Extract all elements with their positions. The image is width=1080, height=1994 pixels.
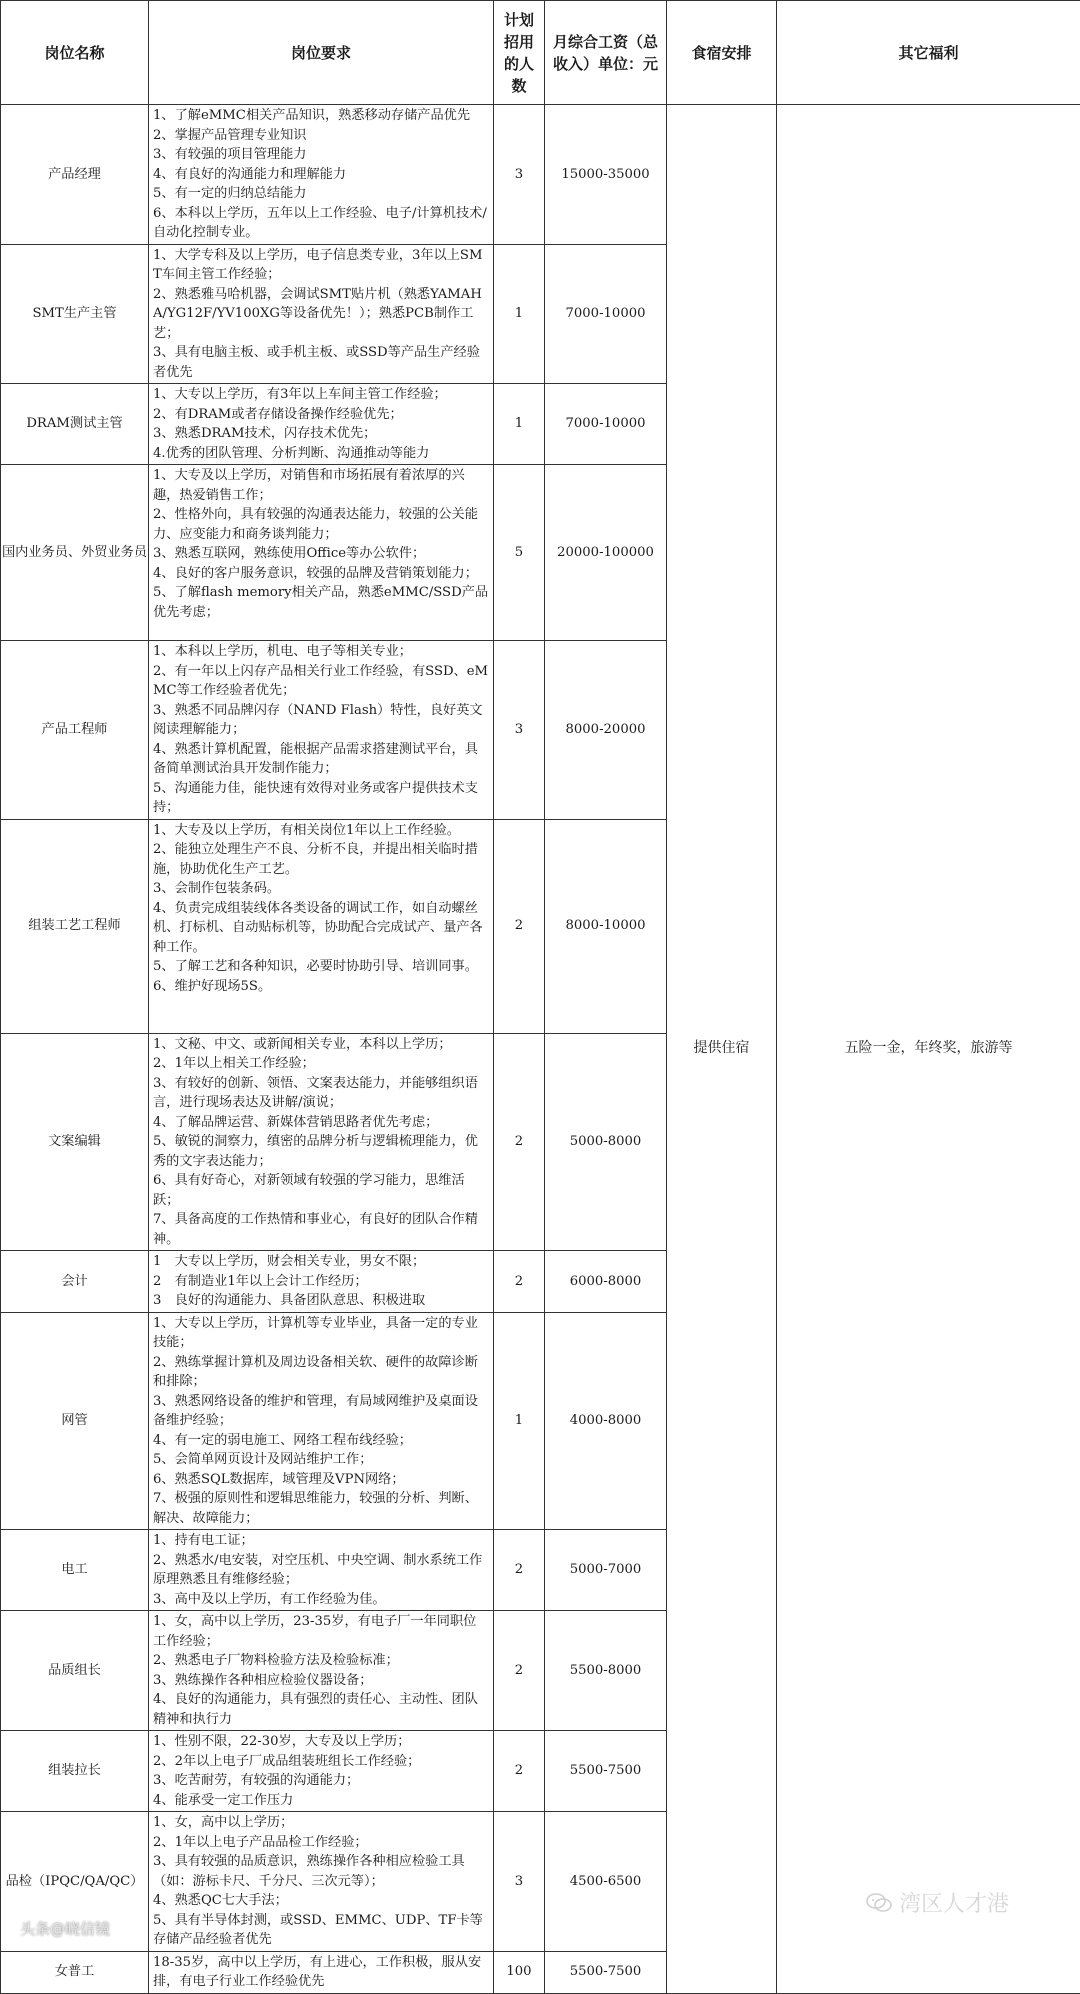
position-requirements <box>149 105 494 245</box>
requirement-item: 3、会制作包装条码。 <box>153 879 489 899</box>
position-requirements <box>149 1611 494 1731</box>
requirement-item: 1、女，高中以上学历，23-35岁，有电子厂一年同职位工作经验； <box>153 1612 489 1651</box>
requirement-item: 5、敏锐的洞察力，缜密的品牌分析与逻辑梳理能力，优秀的文字表达能力； <box>153 1132 489 1171</box>
salary-value: 5500-7500 <box>545 1731 667 1812</box>
requirement-item: 2、1年以上相关工作经验； <box>153 1054 489 1074</box>
lodging-value: 提供住宿 <box>667 105 777 1994</box>
headcount-value: 5 <box>494 465 545 641</box>
position-requirements <box>149 1530 494 1611</box>
requirement-item: 3、吃苦耐劳，有较强的沟通能力； <box>153 1771 489 1791</box>
position-name: DRAM测试主管 <box>1 384 149 465</box>
header-requirements: 岗位要求 <box>149 1 494 105</box>
requirement-item: 2、能独立处理生产不良、分析不良，并提出相关临时措施，协助优化生产工艺。 <box>153 840 489 879</box>
position-name: 品质组长 <box>1 1611 149 1731</box>
position-requirements <box>149 641 494 820</box>
headcount-value: 2 <box>494 1251 545 1313</box>
requirement-item: 4.优秀的团队管理、分析判断、沟通推动等能力 <box>153 444 489 464</box>
headcount-value: 2 <box>494 1611 545 1731</box>
requirement-item: 5、具有半导体封测，或SSD、EMMC、UDP、TF卡等存储产品经验者优先 <box>153 1911 489 1950</box>
requirement-item: 2、熟悉电子厂物料检验方法及检验标准； <box>153 1651 489 1671</box>
requirement-item: 1、性别不限，22-30岁，大专及以上学历； <box>153 1732 489 1752</box>
requirement-item: 5、了解工艺和各种知识，必要时协助引导、培训同事。 <box>153 957 489 977</box>
position-name: 组装拉长 <box>1 1731 149 1812</box>
requirement-item: 4、有良好的沟通能力和理解能力 <box>153 165 489 185</box>
requirement-item: 5、沟通能力佳，能快速有效得对业务或客户提供技术支持； <box>153 779 489 818</box>
salary-value: 20000-100000 <box>545 465 667 641</box>
requirement-item: 3、具有电脑主板、或手机主板、或SSD等产品生产经验者优先 <box>153 343 489 382</box>
position-requirements <box>149 1951 494 1993</box>
header-benefits: 其它福利 <box>777 1 1080 105</box>
header-position-name: 岗位名称 <box>1 1 149 105</box>
position-requirements <box>149 1731 494 1812</box>
requirement-item: 3、熟练操作各种相应检验仪器设备； <box>153 1671 489 1691</box>
headcount-value: 2 <box>494 819 545 1033</box>
salary-value: 5500-7500 <box>545 1951 667 1993</box>
position-requirements <box>149 1312 494 1530</box>
table-header-row <box>1 1 1080 105</box>
requirement-item: 1、文秘、中文、或新闻相关专业，本科以上学历； <box>153 1035 489 1055</box>
position-name: 品检（IPQC/QA/QC） <box>1 1812 149 1952</box>
requirement-item: 1、了解eMMC相关产品知识，熟悉移动存储产品优先 <box>153 106 489 126</box>
requirement-item: 1、女，高中以上学历； <box>153 1813 489 1833</box>
requirement-item: 2、2年以上电子厂成品组装班组长工作经验； <box>153 1752 489 1772</box>
requirement-item: 4、负责完成组装线体各类设备的调试工作，如自动螺丝机、打标机、自动贴标机等，协助配合完成试产、量产各种工作。 <box>153 899 489 958</box>
position-requirements <box>149 465 494 641</box>
requirement-item: 3、熟悉网络设备的维护和管理，有局域网维护及桌面设备维护经验； <box>153 1392 489 1431</box>
requirement-item: 3、具有较强的品质意识，熟练操作各种相应检验工具（如：游标卡尺、千分尺、三次元等）； <box>153 1852 489 1891</box>
benefits-value: 五险一金，年终奖，旅游等 <box>777 105 1080 1994</box>
headcount-value: 1 <box>494 384 545 465</box>
salary-value: 7000-10000 <box>545 244 667 384</box>
position-name: 产品经理 <box>1 105 149 245</box>
requirement-item: 3、有较好的创新、领悟、文案表达能力，并能够组织语言，进行现场表达及讲解/演说； <box>153 1074 489 1113</box>
headcount-value: 2 <box>494 1530 545 1611</box>
position-name: 会计 <box>1 1251 149 1313</box>
header-lodging: 食宿安排 <box>667 1 777 105</box>
headcount-value: 2 <box>494 1731 545 1812</box>
requirement-item: 3 良好的沟通能力、具备团队意思、积极进取 <box>153 1291 489 1311</box>
position-requirements <box>149 244 494 384</box>
salary-value: 5500-8000 <box>545 1611 667 1731</box>
position-requirements <box>149 384 494 465</box>
requirement-item: 18-35岁，高中以上学历，有上进心，工作积极，服从安排，有电子行业工作经验优先 <box>153 1953 489 1992</box>
position-requirements <box>149 1251 494 1313</box>
requirement-item: 4、了解品牌运营、新媒体营销思路者优先考虑； <box>153 1113 489 1133</box>
position-name: 网管 <box>1 1312 149 1530</box>
requirement-item: 5、有一定的归纳总结能力 <box>153 184 489 204</box>
requirement-item: 6、具有好奇心，对新领域有较强的学习能力，思维活跃； <box>153 1171 489 1210</box>
requirement-item: 1、大专及以上学历，对销售和市场拓展有着浓厚的兴趣，热爱销售工作； <box>153 466 489 505</box>
requirement-item: 1、大学专科及以上学历，电子信息类专业，3年以上SMT车间主管工作经验； <box>153 246 489 285</box>
requirement-item: 2、掌握产品管理专业知识 <box>153 126 489 146</box>
position-requirements <box>149 1033 494 1251</box>
requirement-item: 5、会简单网页设计及网站维护工作； <box>153 1450 489 1470</box>
requirement-item: 1 大专以上学历，财会相关专业，男女不限； <box>153 1252 489 1272</box>
requirement-item: 2、熟练掌握计算机及周边设备相关软、硬件的故障诊断和排除； <box>153 1353 489 1392</box>
position-name: 文案编辑 <box>1 1033 149 1251</box>
requirement-item: 4、良好的沟通能力，具有强烈的责任心、主动性、团队精神和执行力 <box>153 1690 489 1729</box>
requirement-item: 3、熟悉不同品牌闪存（NAND Flash）特性，良好英文阅读理解能力； <box>153 701 489 740</box>
requirement-item: 2、1年以上电子产品品检工作经验； <box>153 1833 489 1853</box>
requirement-item: 3、高中及以上学历，有工作经验为佳。 <box>153 1590 489 1610</box>
header-salary: 月综合工资（总收入）单位：元 <box>545 1 667 105</box>
salary-value: 15000-35000 <box>545 105 667 245</box>
salary-value: 4500-6500 <box>545 1812 667 1952</box>
position-name: 女普工 <box>1 1951 149 1993</box>
headcount-value: 3 <box>494 105 545 245</box>
position-name: 国内业务员、外贸业务员 <box>1 465 149 641</box>
position-requirements <box>149 1812 494 1952</box>
requirement-item: 4、熟悉QC七大手法； <box>153 1891 489 1911</box>
headcount-value: 1 <box>494 1312 545 1530</box>
headcount-value: 3 <box>494 1812 545 1952</box>
requirement-item: 6、维护好现场5S。 <box>153 977 489 997</box>
headcount-value: 3 <box>494 641 545 820</box>
requirement-item: 7、极强的原则性和逻辑思维能力，较强的分析、判断、解决、故障能力； <box>153 1489 489 1528</box>
requirement-item: 2 有制造业1年以上会计工作经历； <box>153 1272 489 1292</box>
salary-value: 5000-7000 <box>545 1530 667 1611</box>
requirement-item: 1、本科以上学历，机电、电子等相关专业； <box>153 642 489 662</box>
requirement-item: 2、性格外向，具有较强的沟通表达能力，较强的公关能力、应变能力和商务谈判能力； <box>153 505 489 544</box>
salary-value: 8000-20000 <box>545 641 667 820</box>
position-name: 组装工艺工程师 <box>1 819 149 1033</box>
requirement-item: 4、熟悉计算机配置，能根据产品需求搭建测试平台，具备简单测试治具开发制作能力； <box>153 740 489 779</box>
requirement-item: 4、良好的客户服务意识，较强的品牌及营销策划能力； <box>153 564 489 584</box>
requirement-item: 2、有一年以上闪存产品相关行业工作经验，有SSD、eMMC等工作经验者优先； <box>153 662 489 701</box>
table-row <box>1 105 1080 245</box>
salary-value: 8000-10000 <box>545 819 667 1033</box>
requirement-item: 1、大专以上学历，计算机等专业毕业，具备一定的专业技能； <box>153 1314 489 1353</box>
requirement-item: 6、熟悉SQL数据库，域管理及VPN网络； <box>153 1470 489 1490</box>
salary-value: 6000-8000 <box>545 1251 667 1313</box>
requirement-item: 7、具备高度的工作热情和事业心，有良好的团队合作精神。 <box>153 1210 489 1249</box>
watermark-left: 头条@晓信镜 <box>20 1918 110 1939</box>
headcount-value: 2 <box>494 1033 545 1251</box>
requirement-item: 6、本科以上学历，五年以上工作经验、电子/计算机技术/自动化控制专业。 <box>153 204 489 243</box>
requirement-item: 1、大专以上学历，有3年以上车间主管工作经验； <box>153 385 489 405</box>
requirement-item: 3、熟悉DRAM技术，闪存技术优先； <box>153 424 489 444</box>
requirement-item: 1、持有电工证； <box>153 1531 489 1551</box>
watermark-right-text: 湾区人才港 <box>899 1887 1009 1918</box>
requirement-item: 2、熟悉雅马哈机器，会调试SMT贴片机（熟悉YAMAHA/YG12F/YV100XG等设备优先！）；熟悉PCB制作工艺； <box>153 285 489 344</box>
position-name: 产品工程师 <box>1 641 149 820</box>
salary-value: 7000-10000 <box>545 384 667 465</box>
watermark-right <box>865 1887 1009 1918</box>
headcount-value: 1 <box>494 244 545 384</box>
requirement-item: 3、有较强的项目管理能力 <box>153 145 489 165</box>
position-name: SMT生产主管 <box>1 244 149 384</box>
requirement-item: 2、熟悉水/电安装，对空压机、中央空调、制水系统工作原理熟悉且有维修经验； <box>153 1551 489 1590</box>
position-name: 电工 <box>1 1530 149 1611</box>
requirement-item: 4、有一定的弱电施工、网络工程布线经验； <box>153 1431 489 1451</box>
requirement-item: 4、能承受一定工作压力 <box>153 1791 489 1811</box>
position-requirements <box>149 819 494 1033</box>
requirement-item: 1、大专及以上学历，有相关岗位1年以上工作经验。 <box>153 821 489 841</box>
salary-value: 4000-8000 <box>545 1312 667 1530</box>
wechat-icon <box>865 1892 893 1914</box>
requirement-item: 3、熟悉互联网，熟练使用Office等办公软件； <box>153 544 489 564</box>
requirement-item: 2、有DRAM或者存储设备操作经验优先； <box>153 405 489 425</box>
header-headcount: 计划招用的人数 <box>494 1 545 105</box>
headcount-value: 100 <box>494 1951 545 1993</box>
salary-value: 5000-8000 <box>545 1033 667 1251</box>
requirement-item: 5、了解flash memory相关产品，熟悉eMMC/SSD产品优先考虑； <box>153 583 489 622</box>
